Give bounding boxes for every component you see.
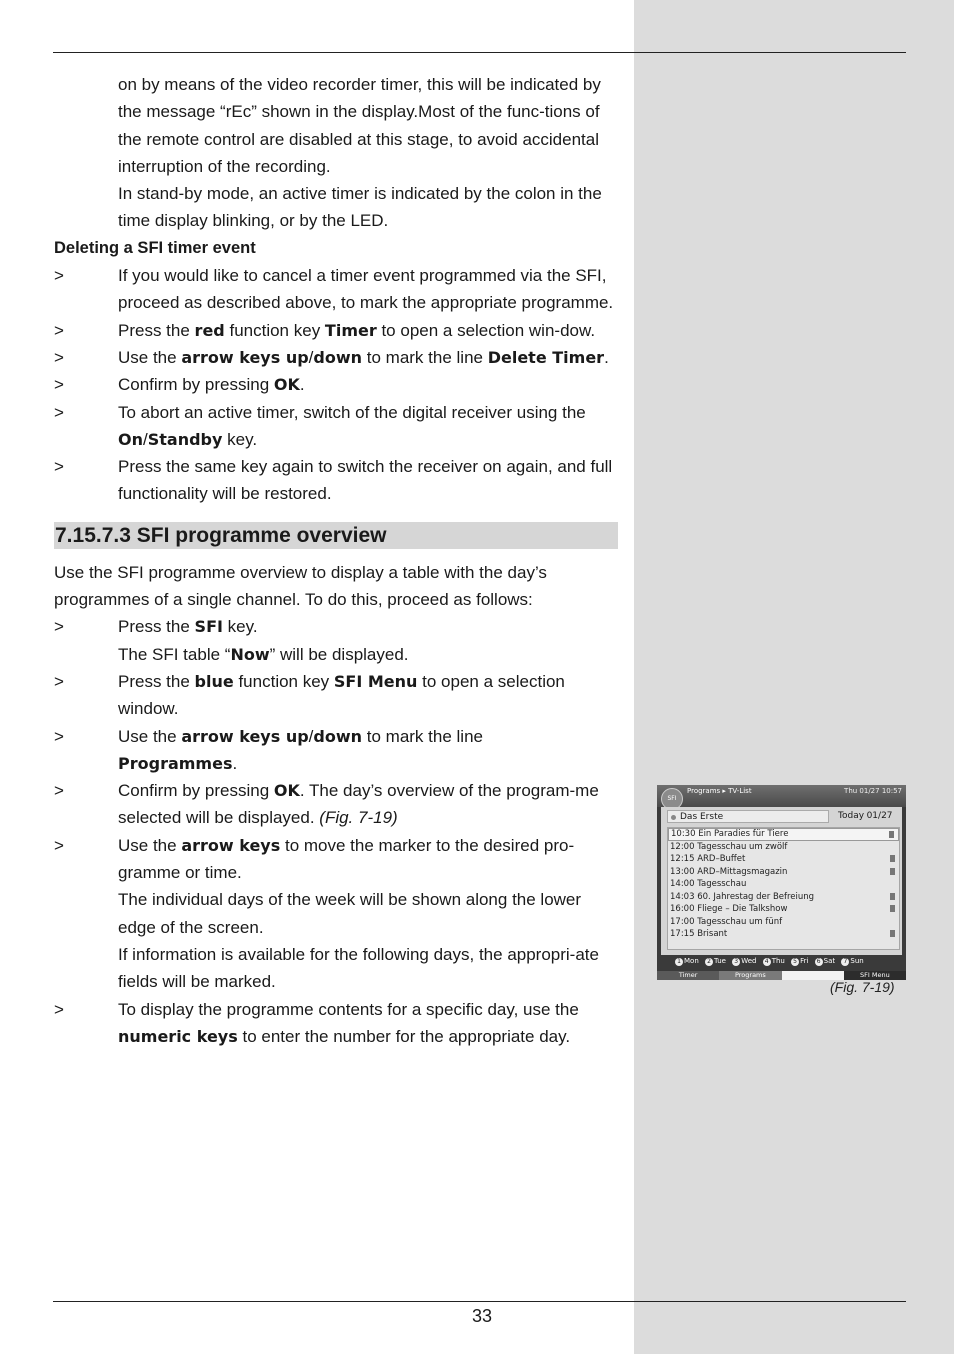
list-item[interactable]: 17:15 Brisant: [668, 928, 899, 941]
key-name: Standby: [147, 429, 223, 449]
step-marker: >: [54, 347, 64, 367]
key-name: red: [194, 320, 225, 340]
info-icon: [890, 868, 895, 875]
section-heading: 7.15.7.3 SFI programme overview: [54, 522, 618, 549]
list-item[interactable]: 14:03 60. Jahrestag der Befreiung: [668, 891, 899, 904]
paragraph: on by means of the video recorder timer, this will be indicated by the message “rEc” shown in the display.Most of the func-tions of the remote control are disabled at this stage, to avoid accidental interruption of the recording.: [118, 75, 601, 176]
bottom-rule: [53, 1301, 906, 1302]
step: > Use the arrow keys up/down to mark the line Programmes.: [54, 723, 618, 778]
key-name: blue: [194, 671, 234, 691]
key-name: OK: [273, 375, 300, 395]
info-icon: [890, 855, 895, 862]
breadcrumb: Programs ▸ TV-List: [687, 787, 752, 795]
info-icon: [890, 930, 895, 937]
table-name: Now: [230, 644, 270, 664]
blue-key-sfi-menu[interactable]: SFI Menu: [844, 971, 906, 980]
subheading-delete-timer: Deleting a SFI timer event: [54, 238, 256, 257]
day-number-badge: 3: [732, 958, 740, 966]
key-name: OK: [273, 781, 300, 801]
step: > Use the arrow keys up/down to mark the line Delete Timer.: [54, 344, 618, 371]
step: > If you would like to cancel a timer event programmed via the SFI, proceed as described above, to mark the appropriate programme.: [54, 262, 618, 317]
figure-caption: (Fig. 7-19): [830, 979, 895, 995]
main-text: [54, 71, 618, 1050]
step-note: The SFI table “Now” will be displayed.: [118, 644, 409, 664]
list-item[interactable]: 16:00 Fliege – Die Talkshow: [668, 903, 899, 916]
key-name: down: [313, 347, 363, 367]
step: > Press the same key again to switch the receiver on again, and full functionality will be restored.: [54, 453, 618, 508]
step-marker: >: [54, 835, 64, 855]
figure-sfi-tv-list: [657, 785, 906, 980]
step: > Press the SFI key.: [54, 613, 618, 640]
step: > Use the arrow keys to move the marker to the desired pro-gramme or time.: [54, 832, 618, 887]
sfi-logo: SFI: [661, 788, 683, 810]
list-item[interactable]: 13:00 ARD–Mittagsmagazin: [668, 866, 899, 879]
step-marker: >: [54, 457, 64, 477]
step: > To display the programme contents for a specific day, use the numeric keys to enter the number for the appropriate day.: [54, 996, 618, 1051]
screen-header-bar: [657, 785, 906, 807]
programme-panel: [661, 807, 902, 955]
list-item[interactable]: 12:00 Tagesschau um zwölf: [670, 841, 788, 852]
paragraph: In stand-by mode, an active timer is indicated by the colon in the time display blinking, or by the LED.: [118, 184, 602, 231]
channel-name: Das Erste: [667, 810, 829, 823]
step-note: The individual days of the week will be shown along the lower edge of the screen.: [118, 890, 582, 937]
red-key-timer[interactable]: Timer: [657, 971, 719, 980]
key-name: SFI Menu: [333, 671, 418, 691]
key-name: arrow keys: [181, 835, 281, 855]
key-name: SFI: [194, 617, 223, 637]
day-number-badge: 2: [705, 958, 713, 966]
programme-list: [667, 827, 900, 950]
right-margin-panel: [634, 0, 954, 1354]
date-indicator: Today 01/27: [838, 811, 893, 821]
info-icon: [890, 893, 895, 900]
list-item[interactable]: 12:15 ARD–Buffet: [668, 853, 899, 866]
info-icon: [889, 831, 894, 838]
key-name: arrow keys up: [181, 347, 309, 367]
info-icon: [890, 905, 895, 912]
green-key-programs[interactable]: Programs: [719, 971, 781, 980]
step: > Press the red function key Timer to open a selection win-dow.: [54, 317, 618, 344]
step-marker: >: [54, 402, 64, 422]
step-note: If information is available for the following days, the appropri-ate fields will be marked.: [118, 944, 599, 992]
figure-reference: (Fig. 7-19): [319, 808, 398, 828]
day-number-badge: 6: [815, 958, 823, 966]
step: > Confirm by pressing OK.: [54, 371, 618, 398]
channel-dot-icon: [671, 815, 676, 820]
screen-clock: Thu 01/27 10:57: [844, 787, 902, 795]
key-name: down: [313, 726, 363, 746]
page-number: 33: [471, 1306, 493, 1326]
weekday-bar: 1 Mon 2 Tue 3 Wed 4 Thu 5 Fri 6 Sat 7 Sun: [675, 957, 868, 966]
step-marker: >: [54, 781, 64, 801]
step-marker: >: [54, 266, 64, 286]
menu-line-name: Programmes: [118, 753, 233, 773]
step-marker: >: [54, 375, 64, 395]
step-marker: >: [54, 726, 64, 746]
step: > To abort an active timer, switch of the digital receiver using the On/Standby key.: [54, 399, 618, 454]
day-number-badge: 4: [763, 958, 771, 966]
key-name: On: [118, 429, 143, 449]
step: > Confirm by pressing OK. The day’s overview of the program-me selected will be displayed. (Fig. 7-19): [54, 777, 618, 832]
key-name: Timer: [324, 320, 377, 340]
top-rule: [53, 52, 906, 53]
key-name: numeric keys: [118, 1026, 238, 1046]
list-item[interactable]: 10:30 Ein Paradies für Tiere: [668, 828, 899, 841]
step-marker: >: [54, 617, 64, 637]
list-item[interactable]: 14:00 Tagesschau: [670, 879, 747, 889]
step-marker: >: [54, 320, 64, 340]
paragraph: Use the SFI programme overview to display a table with the day’s programmes of a single channel. To do this, proceed as follows:: [54, 562, 547, 610]
step-marker: >: [54, 671, 64, 691]
day-number-badge: 7: [841, 958, 849, 966]
step-marker: >: [54, 999, 64, 1019]
day-number-badge: 1: [675, 958, 683, 966]
menu-line-name: Delete Timer: [487, 347, 605, 367]
list-item[interactable]: 17:00 Tagesschau um fünf: [670, 916, 783, 927]
day-number-badge: 5: [791, 958, 799, 966]
step: > Press the blue function key SFI Menu to open a selection window.: [54, 668, 618, 723]
key-name: arrow keys up: [181, 726, 309, 746]
